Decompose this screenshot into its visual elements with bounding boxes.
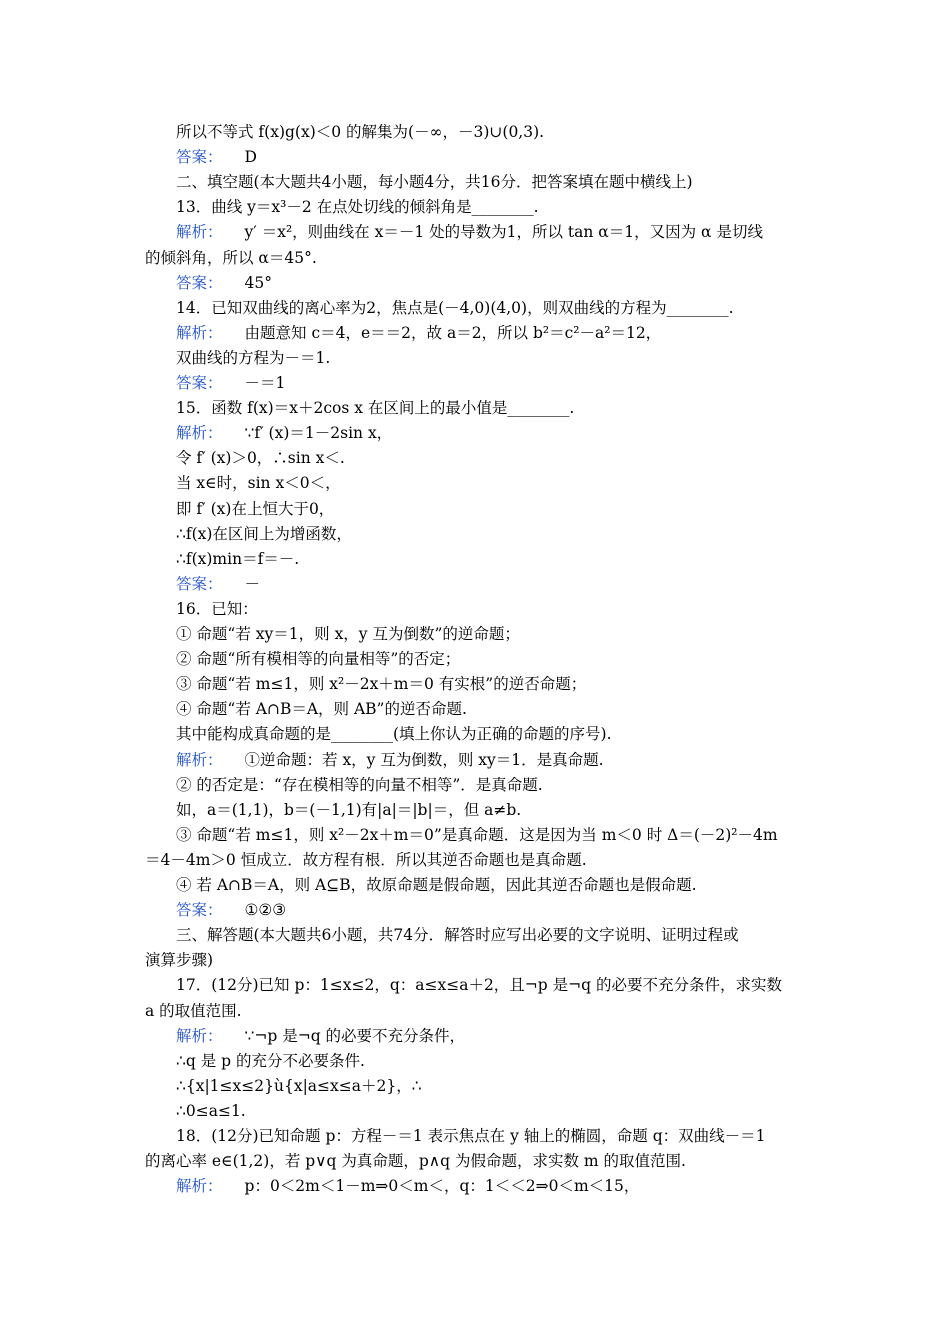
text-line <box>145 948 810 972</box>
answer-label: 答案： <box>176 574 223 593</box>
text-line <box>176 697 810 721</box>
line-text: 其中能构成真命题的是________(填上你认为正确的命题的序号). <box>176 725 612 744</box>
line-text: 如，a＝(1,1)，b＝(－1,1)有|a|＝|b|＝，但 a≠b. <box>176 800 522 819</box>
line-text: ∴q 是 p 的充分不必要条件. <box>176 1051 365 1070</box>
line-text: 13．曲线 y＝x³－2 在点处切线的倾斜角是________. <box>176 198 539 217</box>
text-line <box>176 1074 810 1098</box>
line-text: 令 f′ (x)＞0，∴sin x＜. <box>176 449 345 468</box>
text-line <box>176 396 810 420</box>
line-text: 17．(12分)已知 p：1≤x≤2，q：a≤x≤a＋2，且¬p 是¬q 的必要不充分条件，求实数 <box>176 976 782 995</box>
line-text: ② 的否定是：“存在模相等的向量不相等”．是真命题. <box>176 775 543 794</box>
text-line <box>176 170 810 194</box>
text-line <box>176 722 810 746</box>
answer-label: 答案： <box>176 273 223 292</box>
answer-label: 解析： <box>176 223 223 242</box>
answer-label: 答案： <box>176 374 223 392</box>
line-text: 15．函数 f(x)＝x＋2cos x 在区间上的最小值是________. <box>176 399 575 418</box>
text-line <box>176 1174 810 1198</box>
text-line <box>176 220 810 244</box>
line-text: 所以不等式 f(x)g(x)＜0 的解集为(－∞，－3)∪(0,3). <box>176 123 545 141</box>
line-text: 双曲线的方程为－＝1. <box>176 348 331 367</box>
line-text: 16．已知： <box>176 599 258 618</box>
text-line <box>176 271 810 295</box>
line-text: p：0＜2m＜1－m⇒0＜m＜，q：1＜＜2⇒0＜m＜15， <box>244 1177 640 1196</box>
line-text: － <box>244 574 261 593</box>
line-text: ③ 命题“若 m≤1，则 x²－2x＋m＝0”是真命题．这是因为当 m＜0 时 Δ＝(－2)²－4m <box>176 825 778 844</box>
line-text: 的离心率 e∈(1,2)，若 p∨q 为真命题，p∧q 为假命题，求实数 m 的取值范围. <box>145 1152 686 1171</box>
line-text: ①逆命题：若 x，y 互为倒数，则 xy＝1．是真命题. <box>244 750 604 769</box>
line-text: 三、解答题(本大题共6小题，共74分．解答时应写出必要的文字说明、证明过程或 <box>176 926 739 945</box>
line-text: ①②③ <box>244 901 287 920</box>
line-text: ∴0≤a≤1. <box>176 1101 246 1120</box>
text-line <box>176 1049 810 1073</box>
answer-label: 答案： <box>176 901 223 920</box>
answer-label: 解析： <box>176 1177 223 1196</box>
line-text: y′ ＝x²，则曲线在 x＝－1 处的导数为1，所以 tan α＝1，又因为 α 是切线 <box>244 223 763 242</box>
answer-label: 解析： <box>176 750 223 769</box>
text-line <box>176 1024 810 1048</box>
text-line <box>176 371 810 395</box>
text-line <box>176 597 810 621</box>
text-line <box>176 923 810 947</box>
text-line <box>176 296 810 320</box>
text-line <box>176 873 810 897</box>
text-line <box>176 547 810 571</box>
text-line <box>176 346 810 370</box>
text-line <box>176 497 810 521</box>
answer-label: 解析： <box>176 323 223 342</box>
line-text: ∵f′ (x)＝1－2sin x， <box>244 424 393 443</box>
text-line <box>176 1124 810 1148</box>
text-line <box>176 572 810 596</box>
line-text: ③ 命题“若 m≤1，则 x²－2x＋m＝0 有实根”的逆否命题； <box>176 675 587 694</box>
answer-label: 解析： <box>176 424 223 443</box>
answer-label: 答案： <box>176 148 223 167</box>
text-line <box>176 672 810 696</box>
line-text: 即 f′ (x)在上恒大于0， <box>176 499 335 518</box>
line-text: 演算步骤) <box>145 951 214 970</box>
text-line <box>176 120 810 144</box>
line-text: 18．(12分)已知命题 p：方程－＝1 表示焦点在 y 轴上的椭圆，命题 q：双曲线－＝1 <box>176 1127 766 1145</box>
text-line <box>176 823 810 847</box>
text-line <box>176 421 810 445</box>
text-line <box>176 1099 810 1123</box>
line-text: 45° <box>244 273 272 292</box>
line-text: a 的取值范围. <box>145 1001 242 1020</box>
line-text: ∴f(x)在区间上为增函数， <box>176 524 352 543</box>
line-text: 由题意知 c＝4，e＝＝2，故 a＝2，所以 b²＝c²－a²＝12， <box>244 323 662 342</box>
line-text: ④ 若 A∩B＝A，则 A⊆B，故原命题是假命题，因此其逆否命题也是假命题. <box>176 876 697 894</box>
line-text: 14．已知双曲线的离心率为2，焦点是(－4,0)(4,0)，则双曲线的方程为________. <box>176 298 734 317</box>
line-text: ① 命题“若 xy＝1，则 x，y 互为倒数”的逆命题； <box>176 625 520 643</box>
line-text: －＝1 <box>244 374 286 392</box>
answer-label: 解析： <box>176 1026 223 1045</box>
text-line <box>176 773 810 797</box>
line-text: ＝4－4m＞0 恒成立．故方程有根．所以其逆否命题也是真命题. <box>145 850 587 869</box>
text-line <box>176 446 810 470</box>
text-line <box>176 195 810 219</box>
line-text: 二、填空题(本大题共4小题，每小题4分，共16分．把答案填在题中横线上) <box>176 173 693 192</box>
line-text: 当 x∈时，sin x＜0＜， <box>176 474 341 493</box>
text-line <box>176 522 810 546</box>
text-line <box>176 622 810 646</box>
line-text: ∵¬p 是¬q 的必要不充分条件， <box>244 1026 466 1045</box>
text-line <box>176 321 810 345</box>
line-text: ∴{x|1≤x≤2}ù{x|a≤x≤a＋2}，∴ <box>176 1076 422 1095</box>
text-line <box>176 145 810 169</box>
text-line <box>176 798 810 822</box>
line-text: D <box>244 148 257 167</box>
text-line <box>145 246 810 270</box>
text-line <box>176 898 810 922</box>
text-line <box>176 748 810 772</box>
line-text: ② 命题“所有模相等的向量相等”的否定； <box>176 650 461 669</box>
line-text: ∴f(x)min＝f＝－. <box>176 549 300 568</box>
text-line <box>145 848 810 872</box>
text-line <box>176 471 810 495</box>
line-text: ④ 命题“若 A∩B＝A，则 AB”的逆否命题. <box>176 700 467 719</box>
text-line <box>176 973 810 997</box>
text-line <box>176 647 810 671</box>
text-line <box>145 999 810 1023</box>
line-text: 的倾斜角，所以 α＝45°. <box>145 248 317 267</box>
text-line <box>145 1149 810 1173</box>
